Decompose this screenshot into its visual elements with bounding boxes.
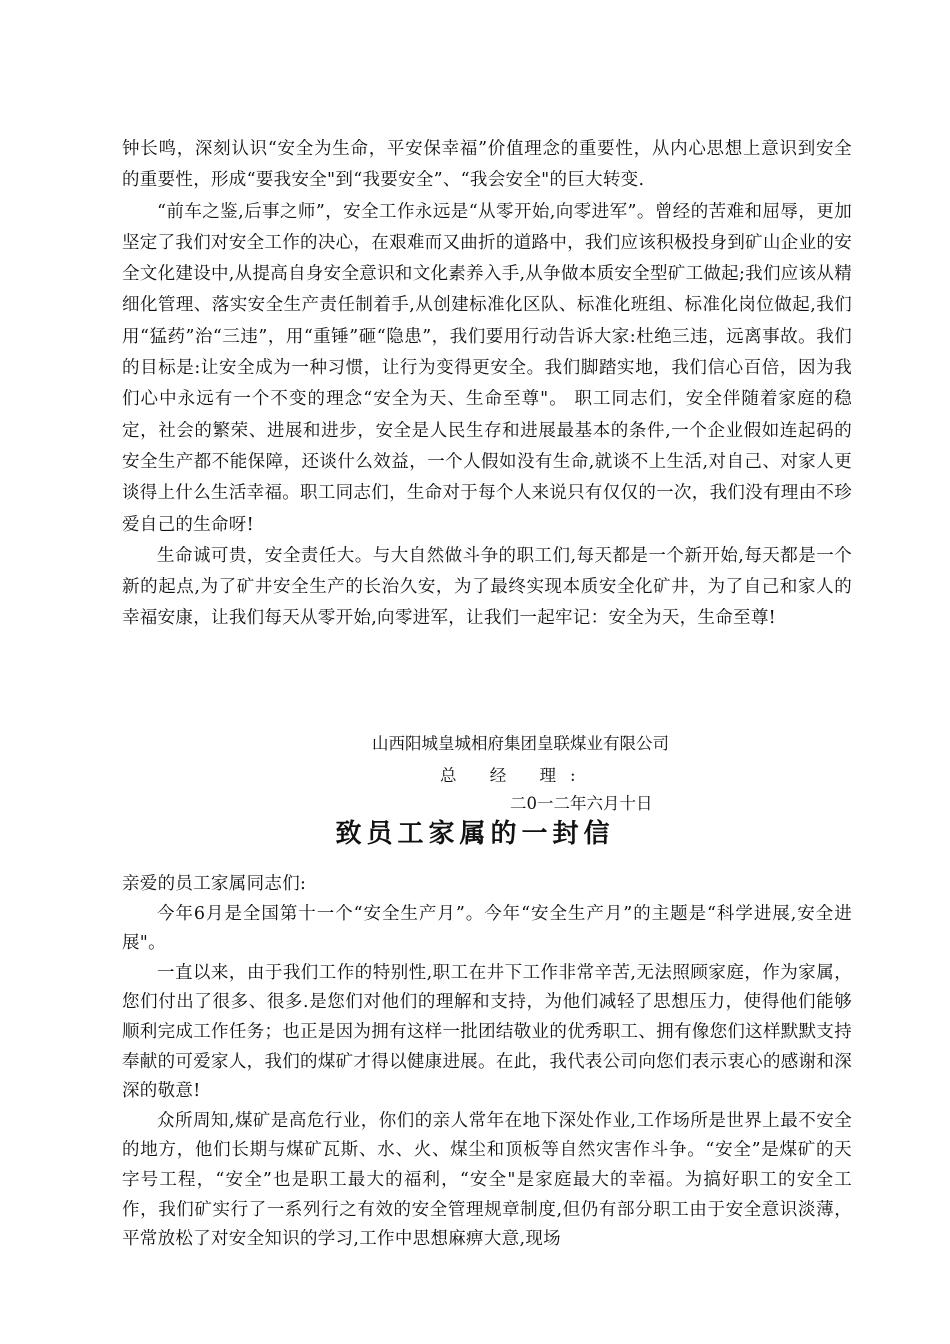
paragraph: 一直以来，由于我们工作的特别性,职工在井下工作非常辛苦,无法照顾家庭，作为家属，您们付出了很多、很多.是您们对他们的理解和支持，为他们减轻了思想压力，使得他们能够顺利完成工作任务；也正是因为拥有这样一批团结敬业的优秀职工、拥有像您们这样默默支持奉献的可爱家人，我们的煤矿才得以健康进展。在此，我代表公司向您们表示衷心的感谢和深深的敬意! (122, 962, 852, 1102)
paragraph: “前车之鉴,后事之师”，安全工作永远是“从零开始,向零进军”。曾经的苦难和屈辱，更加坚定了我们对安全工作的决心，在艰难而又曲折的道路中，我们应该积极投身到矿山企业的安全文化建设中,从提高自身安全意识和文化素养入手,从争做本质安全型矿工做起;我们应该从精细化管理、落实安全生产责任制着手,从创建标准化区队、标准化班组、标准化岗位做起,我们用“猛药”治“三违”，用“重锤”砸“隐患”，我们要用行动告诉大家:杜绝三违，远离事故。我们的目标是:让安全成为一种习惯，让行为变得更安全。我们脚踏实地，我们信心百倍，因为我们心中永远有一个不变的理念“安全为天、生命至尊"。 职工同志们，安全伴随着家庭的稳定，社会的繁荣、进展和进步，安全是人民生存和进展最基本的条件,一个企业假如连起码的安全生产都不能保障，还谈什么效益，一个人假如没有生命,就谈不上生活,对自己、对家人更谈得上什么生活幸福。职工同志们，生命对于每个人来说只有仅仅的一次，我们没有理由不珍爱自己的生命呀! (122, 201, 852, 535)
paragraph: 钟长鸣，深刻认识“安全为生命，平安保幸福”价值理念的重要性，从内心思想上意识到安全的重要性，形成“要我安全"到“我要安全”、“我会安全"的巨大转变. (122, 139, 852, 191)
letter-body (122, 870, 852, 1255)
signature-title: 总 经 理: (440, 766, 590, 785)
closing-section (122, 134, 852, 635)
letter-title: 致员工家属的一封信 (335, 819, 615, 849)
signature-date: 二0一二年六月十日 (510, 794, 653, 813)
paragraph: 众所周知,煤矿是高危行业，你们的亲人常年在地下深处作业,工作场所是世界上最不安全的地方，他们长期与煤矿瓦斯、水、火、煤尘和顶板等自然灾害作斗争。“安全”是煤矿的天字号工程，“安全”也是职工最大的福利，“安全"是家庭最大的幸福。为搞好职工的安全工作，我们矿实行了一系列行之有效的安全管理规章制度,但仍有部分职工由于安全意识淡薄，平常放松了对安全知识的学习,工作中思想麻痹大意,现场 (122, 1110, 852, 1250)
signature-company: 山西阳城皇城相府集团皇联煤业有限公司 (372, 734, 669, 753)
paragraph: 今年6月是全国第十一个“安全生产月”。今年“安全生产月”的主题是“科学进展,安全进展"。 (122, 903, 852, 954)
salutation: 亲爱的员工家属同志们: (122, 874, 307, 894)
paragraph: 生命诚可贵，安全责任大。与大自然做斗争的职工们,每天都是一个新开始,每天都是一个新的起点,为了矿井安全生产的长治久安，为了最终实现本质安全化矿井，为了自己和家人的幸福安康，让我们每天从零开始,向零进军，让我们一起牢记：安全为天，生命至尊! (122, 545, 852, 629)
